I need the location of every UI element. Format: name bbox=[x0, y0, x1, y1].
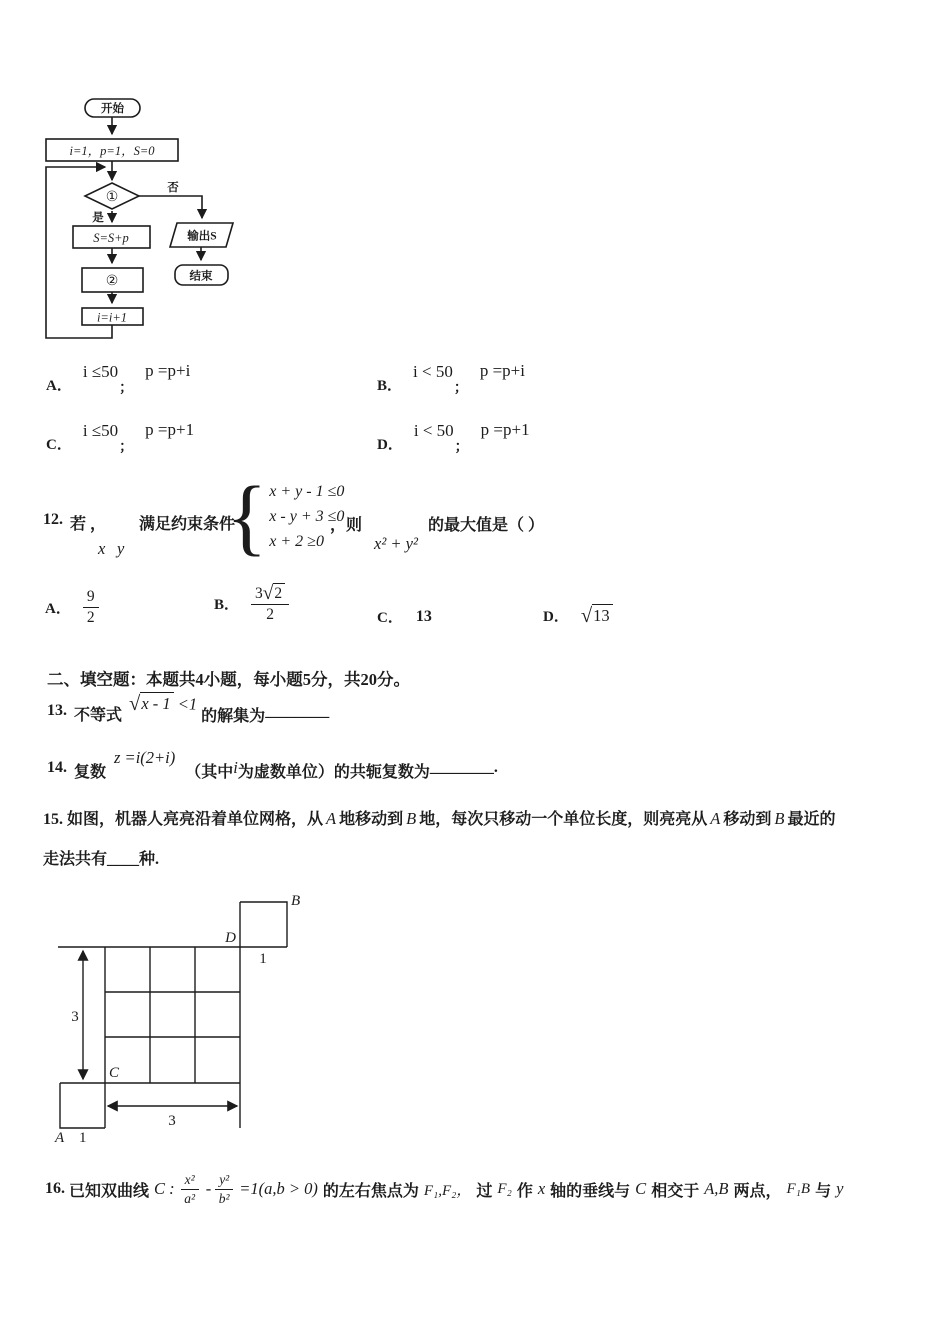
q15-seg4: 移动到 bbox=[723, 811, 772, 828]
axis-x-label: x bbox=[537, 1179, 546, 1199]
radical bbox=[263, 583, 285, 603]
curve-label: C : bbox=[154, 1179, 175, 1199]
option-statement: p =p+i bbox=[145, 361, 191, 380]
q15-blank: ____ bbox=[107, 851, 140, 868]
q14-number: 14. bbox=[47, 759, 67, 776]
init-label: i=1，p=1，S=0 bbox=[69, 144, 155, 158]
decision-label: ① bbox=[105, 189, 119, 205]
q15-line2-post: 种. bbox=[139, 851, 160, 868]
q13-expression bbox=[129, 692, 197, 714]
foci-labels: F₁,F₂， bbox=[423, 1182, 472, 1199]
end-label: 结束 bbox=[189, 270, 213, 283]
top-right-square bbox=[240, 902, 287, 947]
constraint-line: x + 2 ≥0 bbox=[269, 532, 324, 550]
q13 bbox=[47, 692, 329, 726]
q16 bbox=[43, 1172, 846, 1206]
add-label: S=S+p bbox=[93, 231, 129, 245]
option-condition: i < 50 bbox=[413, 362, 453, 381]
increment-label: i=i+1 bbox=[96, 310, 128, 325]
q13-number: 13. bbox=[47, 702, 67, 719]
option-semicolon: ； bbox=[119, 381, 134, 396]
q16-seg1: 已知双曲线 bbox=[69, 1182, 150, 1200]
q14-note-open: （其中 bbox=[185, 764, 234, 781]
coefficient: 3 bbox=[255, 585, 263, 602]
q16-number: 16. bbox=[45, 1180, 65, 1198]
fraction-denominator: 2 bbox=[266, 605, 274, 623]
label-c: C bbox=[109, 1065, 120, 1081]
section2-header: 二、填空题：本题共4小题，每小题5分，共20分。 bbox=[47, 670, 410, 689]
option-label: A． bbox=[45, 600, 71, 617]
q14-formula: z =i(2+i) bbox=[114, 748, 176, 767]
option-condition: i < 50 bbox=[413, 421, 454, 440]
yes-branch-label: 是 bbox=[92, 212, 104, 224]
fraction bbox=[251, 583, 289, 624]
q11-option-c bbox=[46, 421, 194, 456]
label-b: B bbox=[291, 893, 301, 909]
option-label: A． bbox=[46, 378, 72, 394]
option-label: C． bbox=[46, 437, 72, 453]
q12-option-a bbox=[45, 588, 99, 627]
q15-seg1: 如图，机器人亮亮沿着单位网格，从 bbox=[67, 811, 324, 828]
grid-figure bbox=[50, 888, 312, 1150]
q13-blank: ________ bbox=[265, 703, 330, 720]
brace-icon: { bbox=[226, 468, 268, 564]
q12-var-x: x bbox=[98, 539, 106, 558]
q15-line1 bbox=[43, 806, 835, 829]
f1b-label: F₁B bbox=[786, 1180, 811, 1197]
q13-text-inequality: 不等式 bbox=[74, 707, 123, 724]
q12-option-d bbox=[543, 604, 613, 626]
q16-seg8: 与 bbox=[815, 1182, 832, 1200]
fraction bbox=[215, 1172, 233, 1206]
fraction-numerator: y² bbox=[215, 1172, 233, 1190]
q12-option-b bbox=[214, 583, 289, 624]
q14-blank: ________ bbox=[429, 759, 494, 776]
top-unit-label: 1 bbox=[259, 951, 267, 967]
option-semicolon: ； bbox=[454, 440, 469, 455]
option-label: B． bbox=[214, 596, 240, 613]
radical-sign-icon: √ bbox=[580, 605, 593, 628]
q14-note-close: 为虚数单位）的共轭复数为 bbox=[237, 764, 430, 781]
q16-seg6: 相交于 bbox=[651, 1182, 700, 1200]
minus-sign: - bbox=[205, 1179, 212, 1199]
option-semicolon: ； bbox=[453, 381, 468, 396]
fraction bbox=[181, 1172, 199, 1206]
radical bbox=[129, 692, 174, 714]
fraction-numerator bbox=[251, 583, 289, 605]
points-ab-label: A,B bbox=[704, 1179, 729, 1199]
option-label: D． bbox=[543, 608, 569, 625]
q16-seg3: 过 bbox=[476, 1182, 493, 1200]
q12-expression: x² + y² bbox=[374, 534, 418, 553]
option-statement: p =p+1 bbox=[480, 420, 530, 439]
q12-text-max: 的最大值是（ ） bbox=[428, 517, 545, 534]
option-semicolon: ； bbox=[119, 440, 134, 455]
option-label: C． bbox=[377, 610, 403, 626]
q12-comma: ， bbox=[90, 516, 107, 533]
q12-number: 12. bbox=[43, 511, 63, 528]
equation-rhs: =1(a,b > 0) bbox=[239, 1179, 318, 1199]
bottom-left-square bbox=[60, 1083, 105, 1128]
q15-seg5: 最近的 bbox=[787, 811, 836, 828]
flowchart-figure bbox=[40, 92, 240, 348]
q11-option-d bbox=[377, 421, 530, 456]
axis-y-label: y bbox=[836, 1179, 844, 1199]
bottom-unit-label: 1 bbox=[79, 1130, 87, 1146]
fraction-denominator: b² bbox=[218, 1190, 230, 1206]
q15-seg2: 地移动到 bbox=[339, 811, 404, 828]
q13-text-solution: 的解集为 bbox=[201, 708, 266, 725]
point-b: B bbox=[406, 809, 417, 828]
constraint-line: x + y - 1 ≤0 bbox=[269, 482, 345, 500]
q15-seg3: 地，每次只移动一个单位长度，则亮亮从 bbox=[419, 811, 708, 828]
q14-period: . bbox=[493, 759, 498, 776]
fraction-numerator: 9 bbox=[83, 588, 99, 608]
option-label: D． bbox=[377, 437, 403, 453]
radical bbox=[581, 604, 613, 626]
q16-seg4: 作 bbox=[516, 1182, 533, 1200]
option-value: 13 bbox=[415, 607, 432, 625]
radicand: x - 1 bbox=[140, 692, 173, 714]
q14 bbox=[47, 746, 498, 782]
point-b: B bbox=[774, 809, 785, 828]
radicand: 13 bbox=[592, 604, 613, 626]
start-label: 开始 bbox=[101, 103, 124, 115]
fraction-denominator: a² bbox=[184, 1190, 196, 1206]
focus2-label: F₂ bbox=[497, 1180, 512, 1197]
q14-text-complex: 复数 bbox=[74, 764, 107, 781]
q15-line2-pre: 走法共有 bbox=[43, 851, 108, 868]
point-a: A bbox=[326, 809, 337, 828]
width-dimension-label: 3 bbox=[168, 1113, 176, 1129]
label-d: D bbox=[225, 930, 236, 946]
q16-seg5: 轴的垂线与 bbox=[550, 1182, 631, 1200]
q12-text-if: 若 bbox=[70, 516, 87, 533]
q12-option-c bbox=[377, 606, 432, 627]
q15-line2 bbox=[43, 846, 159, 869]
q12-text-satisfy: 满足约束条件 bbox=[139, 516, 236, 533]
option-statement: p =p+1 bbox=[145, 420, 195, 439]
output-label: 输出S bbox=[187, 230, 217, 243]
inequality-tail: <1 bbox=[177, 694, 198, 714]
q16-seg7: 两点， bbox=[733, 1182, 782, 1200]
option-condition: i ≤50 bbox=[82, 362, 119, 381]
option-label: B． bbox=[377, 378, 403, 394]
q12-constraint-system bbox=[226, 468, 345, 564]
label-a: A bbox=[55, 1130, 65, 1146]
step-two-label: ② bbox=[105, 273, 119, 289]
q11-option-a bbox=[46, 362, 190, 397]
q12-text-then: ，则 bbox=[330, 517, 363, 534]
fraction bbox=[83, 588, 99, 627]
q12-var-y: y bbox=[117, 539, 125, 558]
fraction-numerator: x² bbox=[181, 1172, 199, 1190]
fraction-denominator: 2 bbox=[86, 608, 95, 626]
height-dimension-label: 3 bbox=[71, 1009, 79, 1025]
curve2-label: C bbox=[635, 1179, 647, 1199]
radical-sign-icon: √ bbox=[129, 693, 141, 716]
no-branch-label: 否 bbox=[167, 182, 179, 194]
q15-number: 15. bbox=[43, 811, 63, 828]
option-statement: p =p+i bbox=[479, 361, 525, 380]
q16-seg2: 的左右焦点为 bbox=[322, 1182, 419, 1200]
option-condition: i ≤50 bbox=[82, 421, 119, 440]
q14-var-i: i bbox=[233, 758, 238, 777]
radicand: 2 bbox=[273, 583, 285, 603]
arrow-no-branch bbox=[138, 196, 202, 218]
radical-sign-icon: √ bbox=[262, 583, 274, 605]
q11-option-b bbox=[377, 362, 525, 397]
point-a: A bbox=[710, 809, 721, 828]
constraint-line: x - y + 3 ≤0 bbox=[269, 507, 345, 525]
